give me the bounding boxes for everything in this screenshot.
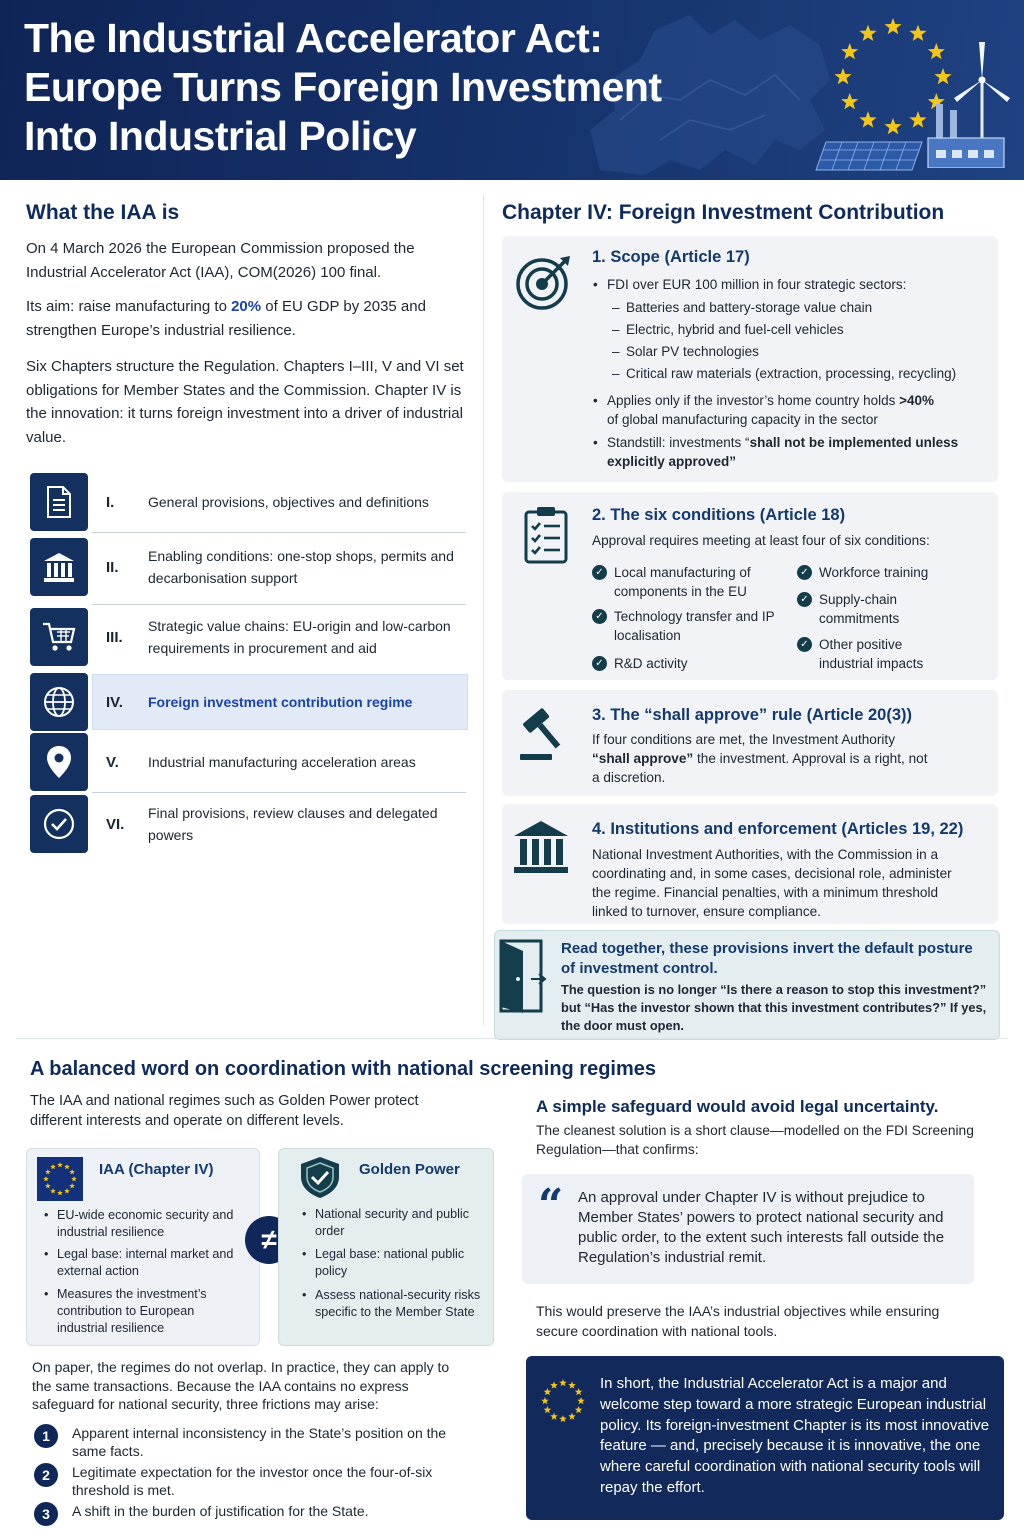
friction-number: 3 bbox=[34, 1502, 58, 1526]
divider bbox=[92, 604, 466, 605]
bank-icon bbox=[510, 816, 572, 878]
star-icon bbox=[884, 18, 901, 34]
condition-item: ✓ Supply-chain commitments bbox=[819, 590, 939, 628]
conditions-card bbox=[502, 492, 998, 680]
read-together-box bbox=[494, 930, 1000, 1040]
sector-item: – Critical raw materials (extraction, processing, recycling) bbox=[626, 364, 986, 383]
quote-box bbox=[522, 1174, 974, 1284]
chapter-iv-title: Chapter IV: Foreign Investment Contribution bbox=[502, 201, 945, 224]
chapter-row-vi bbox=[30, 795, 466, 855]
read-together-body: The question is no longer “Is there a reason to stop this investment?” but “Has the investor shown that this investment contributes?” If yes, the door must open. bbox=[561, 982, 987, 1033]
shall-approve-title: 3. The “shall approve” rule (Article 20(3)) bbox=[592, 706, 913, 724]
door-icon bbox=[495, 935, 549, 1013]
star-icon bbox=[541, 1397, 549, 1404]
star-icon bbox=[550, 1381, 558, 1388]
friction-text: A shift in the burden of justification for the State. bbox=[72, 1503, 369, 1519]
eu-stars-icon bbox=[538, 1376, 588, 1426]
chapter-text: Final provisions, review clauses and delegated powers bbox=[148, 805, 438, 843]
star-icon bbox=[544, 1406, 552, 1413]
check-icon: ✓ bbox=[797, 637, 812, 652]
shall-approve-card bbox=[502, 690, 998, 796]
sector-item: – Electric, hybrid and fuel-cell vehicles bbox=[626, 320, 976, 339]
star-icon bbox=[934, 68, 951, 84]
check-icon: ✓ bbox=[797, 565, 812, 580]
gdp-target-value: 20% bbox=[231, 298, 262, 315]
chapter-number: III. bbox=[106, 628, 123, 646]
quote-mark-icon: “ bbox=[538, 1180, 564, 1231]
globe-icon bbox=[30, 673, 88, 731]
chapter-text: Enabling conditions: one-stop shops, permits and decarbonisation support bbox=[148, 548, 454, 586]
factory-icon bbox=[922, 100, 1008, 168]
divider bbox=[92, 532, 466, 533]
what-iaa-title: What the IAA is bbox=[26, 201, 180, 224]
header-banner bbox=[0, 0, 1024, 180]
coordination-title: A balanced word on coordination with national screening regimes bbox=[30, 1058, 657, 1080]
star-icon bbox=[834, 68, 851, 84]
section-divider bbox=[16, 1038, 1008, 1039]
star-icon bbox=[859, 111, 876, 127]
scope-bullet-fdi: • FDI over EUR 100 million in four strategic sectors: bbox=[607, 275, 977, 294]
golden-item: • Legal base: national public policy bbox=[315, 1246, 491, 1280]
eu-flag-icon bbox=[37, 1157, 83, 1201]
what-paragraph-2: Its aim: raise manufacturing to 20% of EU GDP by 2035 and strengthen Europe’s industrial resilience. bbox=[26, 298, 426, 339]
iaa-item: • Legal base: internal market and external action bbox=[57, 1246, 253, 1280]
star-icon bbox=[559, 1379, 567, 1386]
sector-item: – Solar PV technologies bbox=[626, 342, 976, 361]
star-icon bbox=[577, 1397, 585, 1404]
star-icon bbox=[568, 1381, 576, 1388]
condition-item: ✓ R&D activity bbox=[614, 654, 784, 673]
conclusion-box bbox=[526, 1356, 1004, 1520]
conditions-intro: Approval requires meeting at least four of six conditions: bbox=[592, 533, 930, 548]
chapter-row-v bbox=[30, 733, 466, 793]
chapter-text: General provisions, objectives and definitions bbox=[148, 494, 429, 510]
chapter-text: Strategic value chains: EU-origin and low-carbon requirements in procurement and aid bbox=[148, 618, 451, 656]
solar-panel-icon bbox=[814, 140, 924, 172]
star-icon bbox=[575, 1406, 583, 1413]
clipboard-checklist-icon bbox=[514, 502, 576, 564]
friction-text: Legitimate expectation for the investor once the four-of-six threshold is met. bbox=[72, 1464, 433, 1498]
check-icon: ✓ bbox=[592, 565, 607, 580]
star-icon bbox=[884, 118, 901, 134]
star-icon bbox=[544, 1388, 552, 1395]
golden-power-card bbox=[278, 1148, 494, 1346]
quote-text: An approval under Chapter IV is without prejudice to Member States’ powers to protect national security and public order, to the extent such interests fall outside the Regulation’s industrial remit. bbox=[578, 1189, 945, 1266]
check-circle-icon bbox=[30, 795, 88, 853]
friction-number: 2 bbox=[34, 1463, 58, 1487]
golden-item: • National security and public order bbox=[315, 1206, 491, 1240]
bank-icon bbox=[30, 538, 88, 596]
divider bbox=[92, 792, 466, 793]
sector-item: – Batteries and battery-storage value chain bbox=[626, 298, 976, 317]
scope-bullet-capacity: • Applies only if the investor’s home country holds >40% of global manufacturing capacity in the sector bbox=[607, 391, 977, 429]
chapter-row-ii bbox=[30, 538, 466, 598]
column-divider bbox=[483, 195, 484, 1025]
iaa-card-title: IAA (Chapter IV) bbox=[99, 1161, 214, 1178]
condition-item: ✓ Local manufacturing of components in the EU bbox=[614, 563, 784, 601]
star-icon bbox=[859, 25, 876, 41]
gavel-icon bbox=[512, 702, 574, 764]
scope-card bbox=[502, 236, 998, 482]
condition-item: ✓ Technology transfer and IP localisation bbox=[614, 607, 784, 645]
what-paragraph-3: Six Chapters structure the Regulation. Chapters I–III, V and VI set obligations for Member States and the Commission. Chapter IV is the innovation: it turns foreign investment into a driver of industrial value. bbox=[26, 358, 464, 446]
star-icon bbox=[550, 1413, 558, 1420]
chapter-text: Industrial manufacturing acceleration areas bbox=[148, 754, 416, 770]
friction-text: Apparent internal inconsistency in the State’s position on the same facts. bbox=[72, 1425, 447, 1459]
what-paragraph-1: On 4 March 2026 the European Commission proposed the Industrial Accelerator Act (IAA), COM(2026) 100 final. bbox=[26, 240, 415, 281]
chapter-row-iii bbox=[30, 608, 466, 668]
condition-item: ✓ Workforce training bbox=[819, 563, 959, 582]
document-icon bbox=[30, 473, 88, 531]
check-icon: ✓ bbox=[592, 656, 607, 671]
safeguard-title: A simple safeguard would avoid legal uncertainty. bbox=[536, 1097, 939, 1116]
read-together-heading: Read together, these provisions invert the default posture of investment control. bbox=[561, 940, 973, 977]
chapter-row-i bbox=[30, 473, 466, 533]
scope-bullet-standstill: • Standstill: investments “shall not be implemented unless explicitly approved” bbox=[607, 433, 977, 471]
check-icon: ✓ bbox=[592, 609, 607, 624]
star-icon bbox=[575, 1388, 583, 1395]
page-title: The Industrial Accelerator Act: Europe Turns Foreign Investment Into Industrial Policy bbox=[24, 15, 662, 159]
cart-icon bbox=[30, 608, 88, 666]
preserve-paragraph: This would preserve the IAA’s industrial objectives while ensuring secure coordination with national tools. bbox=[536, 1303, 940, 1339]
conditions-title: 2. The six conditions (Article 18) bbox=[592, 506, 846, 524]
scope-title: 1. Scope (Article 17) bbox=[592, 248, 750, 266]
condition-item: ✓ Other positive industrial impacts bbox=[819, 635, 949, 673]
check-icon: ✓ bbox=[797, 592, 812, 607]
chapter-number: VI. bbox=[106, 815, 125, 833]
star-icon bbox=[559, 1415, 567, 1422]
not-equal-icon: ≠ bbox=[245, 1216, 293, 1264]
iaa-item: • EU-wide economic security and industrial resilience bbox=[57, 1207, 253, 1241]
star-icon bbox=[909, 25, 926, 41]
chapter-number: I. bbox=[106, 493, 115, 511]
chapter-row-iv bbox=[30, 673, 466, 733]
institutions-text: National Investment Authorities, with the Commission in a coordinating and, in some cases, decisional role, administer the regime. Financial penalties, with a minimum threshold linked to turnover, ensure compliance. bbox=[592, 847, 952, 919]
safeguard-intro: The cleanest solution is a short clause—modelled on the FDI Screening Regulation—that confirms: bbox=[536, 1123, 974, 1157]
conclusion-text: In short, the Industrial Accelerator Act is a major and welcome step toward a more strategic European industrial policy. Its foreign-investment Chapter is its most innovative feature — and, precisely because it is innovative, the one where careful coordination with national security tools will repay the effort. bbox=[600, 1375, 990, 1496]
star-icon bbox=[568, 1413, 576, 1420]
golden-power-title: Golden Power bbox=[359, 1161, 460, 1178]
iaa-item: • Measures the investment’s contribution to European industrial resilience bbox=[57, 1286, 237, 1337]
chapter-number: IV. bbox=[106, 693, 123, 711]
chapter-number: II. bbox=[106, 558, 119, 576]
shield-check-icon bbox=[297, 1155, 343, 1199]
iaa-card bbox=[26, 1148, 260, 1346]
star-icon bbox=[928, 43, 945, 59]
star-icon bbox=[841, 43, 858, 59]
coordination-intro: The IAA and national regimes such as Golden Power protect different interests and operate on different levels. bbox=[30, 1093, 419, 1129]
star-icon bbox=[841, 93, 858, 109]
shall-approve-text: If four conditions are met, the Investment Authority “shall approve” the investment. Approval is a right, not a discretion. bbox=[592, 732, 928, 785]
location-pin-icon bbox=[30, 733, 88, 791]
target-icon bbox=[514, 250, 576, 312]
institutions-title: 4. Institutions and enforcement (Articles 19, 22) bbox=[592, 820, 964, 838]
paper-paragraph: On paper, the regimes do not overlap. In practice, they can apply to the same transactions. Because the IAA contains no express safeguard for national security, three frictions may arise: bbox=[32, 1359, 450, 1412]
chapter-number: V. bbox=[106, 753, 119, 771]
institutions-card bbox=[502, 804, 998, 924]
friction-number: 1 bbox=[34, 1424, 58, 1448]
golden-item: • Assess national-security risks specific to the Member State bbox=[315, 1287, 491, 1321]
chapter-text: Foreign investment contribution regime bbox=[148, 694, 413, 710]
